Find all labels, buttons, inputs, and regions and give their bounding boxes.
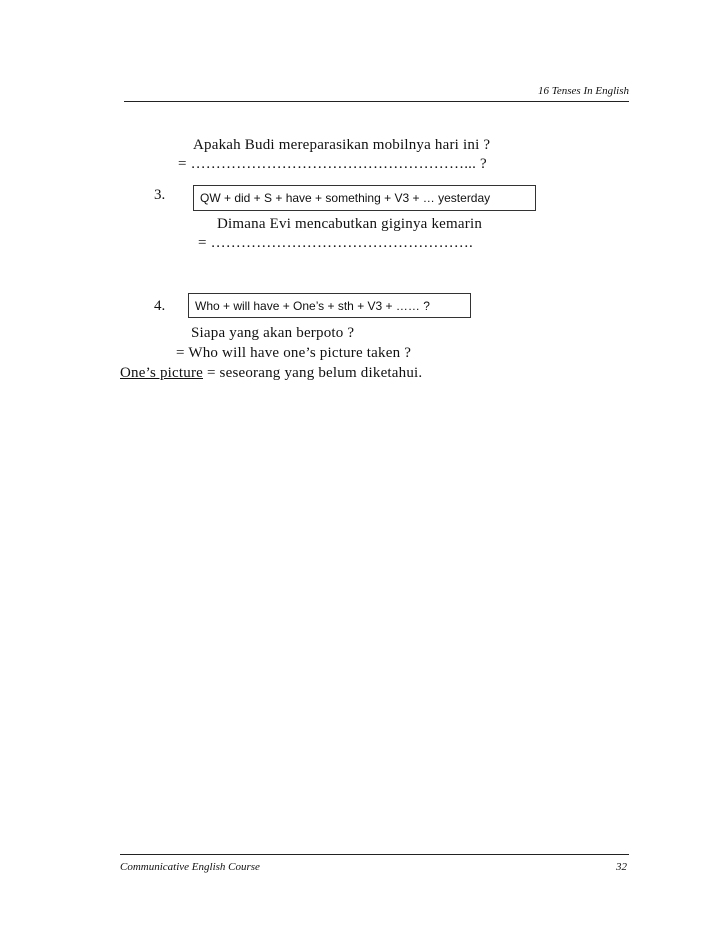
- note-line: [120, 365, 422, 382]
- note-definition: = seseorang yang belum diketahui.: [203, 365, 423, 381]
- item-number-4: 4.: [154, 298, 166, 314]
- question-evi: Dimana Evi mencabutkan giginya kemarin: [217, 216, 483, 232]
- footer-rule: [120, 854, 629, 855]
- note-term: One’s picture: [120, 365, 203, 381]
- header-rule: [124, 101, 629, 102]
- running-header-title: 16 Tenses In English: [538, 85, 629, 97]
- formula-box-3: QW + did + S + have + something + V3 + … yesterday: [193, 185, 536, 211]
- item-number-3: 3.: [154, 187, 166, 203]
- formula-box-4: Who + will have + One’s + sth + V3 + …… ?: [188, 293, 471, 318]
- answer-evi-blank: = …………………………………………….: [198, 235, 473, 251]
- question-siapa: Siapa yang akan berpoto ?: [191, 325, 355, 341]
- question-budi: Apakah Budi mereparasikan mobilnya hari ini ?: [193, 137, 491, 153]
- answer-budi-blank: = ………………………………………………... ?: [178, 156, 487, 172]
- answer-siapa: = Who will have one’s picture taken ?: [176, 345, 412, 361]
- footer-course-title: Communicative English Course: [120, 861, 260, 873]
- page-number: 32: [616, 861, 627, 873]
